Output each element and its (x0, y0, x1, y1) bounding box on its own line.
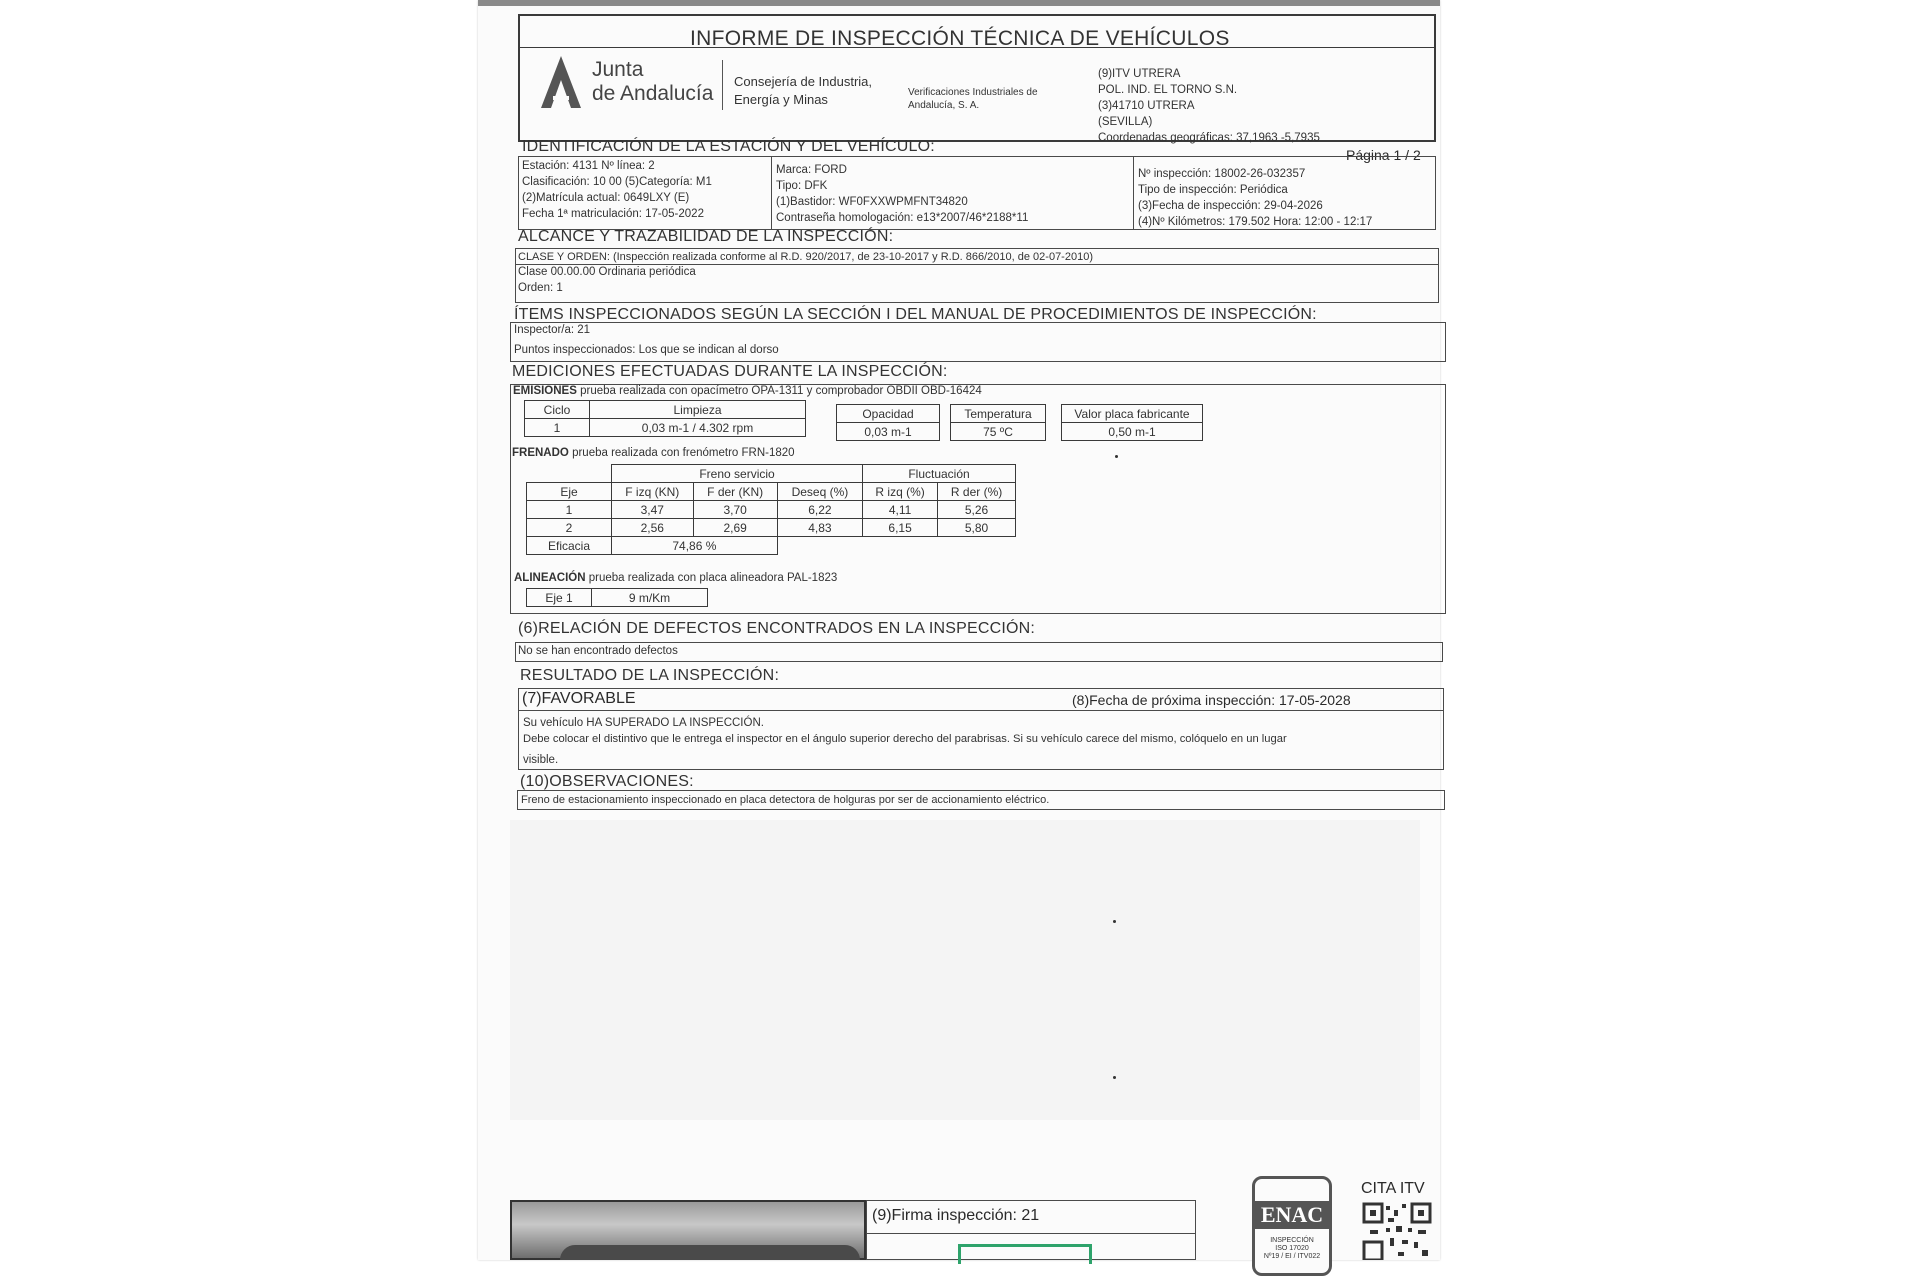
alineacion-line (514, 570, 837, 586)
green-stamp-icon (958, 1244, 1092, 1264)
table-row (527, 519, 1016, 537)
frenado-text: prueba realizada con frenómetro FRN-1820 (572, 447, 795, 459)
enac-sub3: Nº19 / EI / ITV022 (1263, 1253, 1321, 1260)
cell: 6,15 (863, 519, 938, 537)
ciclo-header: Ciclo (525, 401, 590, 419)
col-header: Eje (527, 483, 612, 501)
classification-info: Clasificación: 10 00 (5)Categoría: M1 (522, 176, 712, 188)
emisiones-text: prueba realizada con opacímetro OPA-1311 y comprobador OBDII OBD-16424 (580, 385, 982, 397)
consejeria-line1: Consejería de Industria, (734, 74, 873, 89)
freno-servicio-header: Freno servicio (612, 465, 863, 483)
firma-inspeccion: (9)Firma inspección: 21 (872, 1207, 1040, 1224)
page-top-edge (478, 0, 1440, 6)
fluctuacion-header: Fluctuación (863, 465, 1016, 483)
stray-dot (1115, 455, 1118, 458)
resultado-line3: visible. (523, 754, 559, 766)
temperatura-header: Temperatura (951, 405, 1046, 423)
col-header: R der (%) (938, 483, 1016, 501)
verificaciones-line2: Andalucía, S. A. (908, 100, 980, 111)
defectos-title: (6)RELACIÓN DE DEFECTOS ENCONTRADOS EN LA INSPECCIÓN: (518, 620, 1036, 637)
inspection-type: Tipo de inspección: Periódica (1138, 184, 1288, 196)
alcance-line2: Clase 00.00.00 Ordinaria periódica (518, 266, 696, 278)
cell: 5,80 (938, 519, 1016, 537)
cell: 4,11 (863, 501, 938, 519)
verificaciones-line1: Verificaciones Industriales de (908, 87, 1038, 98)
col-header: F izq (KN) (612, 483, 694, 501)
plate-info: (2)Matrícula actual: 0649LXY (E) (522, 192, 690, 204)
eje-value: 9 m/Km (592, 589, 708, 607)
station-line: Coordenadas geográficas: 37,1963 -5,7935 (1098, 132, 1320, 144)
station-line: (3)41710 UTRERA (1098, 100, 1195, 112)
frenado-line (512, 445, 795, 461)
logo-line1: Junta (592, 58, 644, 81)
col-header: R izq (%) (863, 483, 938, 501)
cell: 6,22 (777, 501, 862, 519)
vehicle-vin: (1)Bastidor: WF0FXXWPMFNT34820 (776, 196, 968, 208)
table-row (527, 501, 1016, 519)
header-divider (520, 47, 1434, 48)
alineacion-table (526, 588, 708, 607)
opacidad-table (836, 404, 940, 441)
station-line: (SEVILLA) (1098, 116, 1153, 128)
defectos-line: No se han encontrado defectos (518, 645, 678, 657)
eficacia-header: Eficacia (527, 537, 612, 555)
consejeria-line2: Energía y Minas (734, 92, 828, 107)
stray-dot (1113, 920, 1116, 923)
placa-value: 0,50 m-1 (1062, 423, 1203, 441)
header-title: INFORME DE INSPECCIÓN TÉCNICA DE VEHÍCULOS (690, 27, 1230, 50)
vehicle-type: Tipo: DFK (776, 180, 828, 192)
inspection-number: Nº inspección: 18002-26-032357 (1138, 168, 1306, 180)
cell: 2 (527, 519, 612, 537)
frenado-label: FRENADO (512, 447, 569, 459)
limpieza-value: 0,03 m-1 / 4.302 rpm (590, 419, 806, 437)
proxima-inspeccion: (8)Fecha de próxima inspección: 17-05-2028 (1072, 692, 1351, 708)
items-title: ÍTEMS INSPECCIONADOS SEGÚN LA SECCIÓN I DEL MANUAL DE PROCEDIMIENTOS DE INSPECCIÓN: (514, 306, 1317, 323)
col-header: F der (KN) (693, 483, 777, 501)
enac-sub1: INSPECCIÓN (1270, 1237, 1314, 1244)
temperatura-table (950, 404, 1046, 441)
junta-andalucia-logo-icon (537, 54, 585, 110)
page-number: Página 1 / 2 (1346, 147, 1421, 163)
emisiones-line (513, 383, 982, 399)
emisiones-label: EMISIONES (513, 385, 577, 397)
resultado-title: RESULTADO DE LA INSPECCIÓN: (520, 667, 780, 684)
identification-title: IDENTIFICACIÓN DE LA ESTACIÓN Y DEL VEHÍCULO: (522, 138, 935, 155)
vehicle-photo-roof (560, 1245, 860, 1260)
enac-text: ENAC (1260, 1202, 1324, 1227)
alineacion-label: ALINEACIÓN (514, 572, 586, 584)
identification-divider-1 (771, 157, 772, 229)
homologation: Contraseña homologación: e13*2007/46*2188*11 (776, 212, 1029, 224)
eficacia-value: 74,86 % (612, 537, 778, 555)
resultado-favorable: (7)FAVORABLE (522, 690, 636, 707)
eficacia-blank (777, 537, 1015, 555)
emisiones-cycle-table (524, 400, 806, 437)
temperatura-value: 75 ºC (951, 423, 1046, 441)
vehicle-brand: Marca: FORD (776, 164, 847, 176)
cell: 2,69 (693, 519, 777, 537)
alineacion-text: prueba realizada con placa alineadora PAL-1823 (588, 572, 838, 584)
eje-header: Eje 1 (527, 589, 592, 607)
stray-dot (1113, 1076, 1116, 1079)
registration-date: Fecha 1ª matriculación: 17-05-2022 (522, 208, 704, 220)
alcance-line3: Orden: 1 (518, 282, 563, 294)
station-line: POL. IND. EL TORNO S.N. (1098, 84, 1238, 96)
cell: 4,83 (777, 519, 862, 537)
placa-header: Valor placa fabricante (1062, 405, 1203, 423)
frenado-blank (527, 465, 612, 483)
enac-sub2: ISO 17020 (1275, 1245, 1309, 1252)
cell: 2,56 (612, 519, 694, 537)
opacidad-header: Opacidad (837, 405, 940, 423)
ciclo-value: 1 (525, 419, 590, 437)
col-header: Deseq (%) (777, 483, 862, 501)
cell: 1 (527, 501, 612, 519)
identification-left (522, 158, 712, 222)
alcance-title: ALCANCE Y TRAZABILIDAD DE LA INSPECCIÓN: (518, 228, 894, 245)
cell: 3,70 (693, 501, 777, 519)
limpieza-header: Limpieza (590, 401, 806, 419)
firma-divider (867, 1233, 1195, 1234)
cell: 5,26 (938, 501, 1016, 519)
logo-line2: de Andalucía (592, 82, 714, 105)
cell: 3,47 (612, 501, 694, 519)
station-line: (9)ITV UTRERA (1098, 68, 1181, 80)
station-info: Estación: 4131 Nº línea: 2 (522, 160, 655, 172)
station-address (1098, 66, 1320, 146)
resultado-line1: Su vehículo HA SUPERADO LA INSPECCIÓN. (523, 717, 764, 729)
inspection-date: (3)Fecha de inspección: 29-04-2026 (1138, 200, 1323, 212)
bleed-through-area (510, 820, 1420, 1120)
frenado-table (526, 464, 1016, 555)
identification-divider-2 (1133, 157, 1134, 229)
items-points: Puntos inspeccionados: Los que se indican al dorso (514, 344, 779, 356)
placa-table (1061, 404, 1203, 441)
qr-code-icon (1362, 1202, 1432, 1260)
identification-middle (776, 162, 1028, 226)
logo-divider (722, 60, 723, 110)
identification-right (1138, 166, 1372, 230)
resultado-line2: Debe colocar el distintivo que le entrega el inspector en el ángulo superior derecho del parabrisas. Si su vehículo carece del mismo, colóquelo en un lugar (523, 733, 1287, 745)
mediciones-title: MEDICIONES EFECTUADAS DURANTE LA INSPECCIÓN: (512, 363, 948, 380)
resultado-divider (519, 710, 1443, 711)
items-inspector: Inspector/a: 21 (514, 324, 591, 336)
observaciones-line: Freno de estacionamiento inspeccionado en placa detectora de holguras por ser de accionamiento eléctrico. (521, 794, 1050, 806)
enac-seal (1252, 1176, 1332, 1276)
observaciones-title: (10)OBSERVACIONES: (520, 773, 694, 790)
alcance-line1: CLASE Y ORDEN: (Inspección realizada conforme al R.D. 920/2017, de 23-10-2017 y R.D. 866/2010, de 02-07-2010) (518, 251, 1093, 263)
opacidad-value: 0,03 m-1 (837, 423, 940, 441)
kilometers-time: (4)Nº Kilómetros: 179.502 Hora: 12:00 - 12:17 (1138, 216, 1373, 228)
cita-itv-label: CITA ITV (1361, 1180, 1425, 1197)
